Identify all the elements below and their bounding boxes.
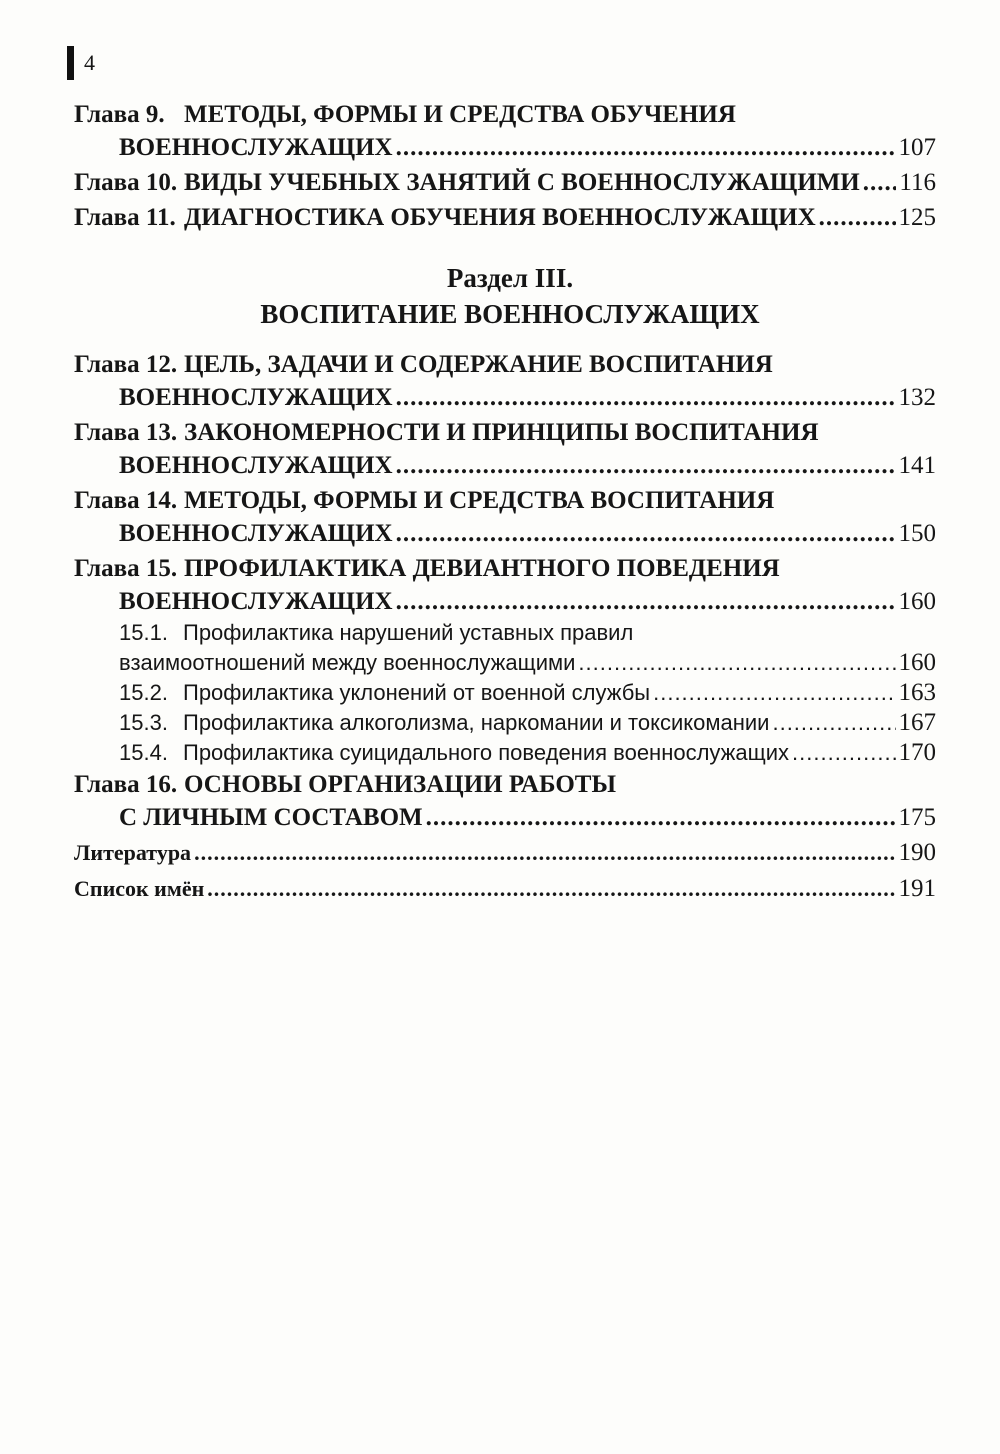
chapter-title-line1: МЕТОДЫ, ФОРМЫ И СРЕДСТВА ВОСПИТАНИЯ [184, 487, 775, 514]
page-ref: 160 [898, 649, 936, 676]
subsection-number: 15.2. [119, 680, 168, 705]
back-matter-title: Литература [74, 840, 192, 865]
dot-leader [207, 872, 895, 906]
subsection-title: Профилактика суицидального поведения военнослужащих [183, 740, 790, 765]
toc-entry-15-2[interactable] [74, 678, 936, 708]
dot-leader [653, 678, 895, 708]
subsection-number: 15.4. [119, 740, 168, 765]
page-ref: 150 [898, 520, 936, 547]
page-ref: 191 [898, 875, 936, 902]
chapter-label: Глава 12. [74, 351, 178, 378]
chapter-title-line1: ОСНОВЫ ОРГАНИЗАЦИИ РАБОТЫ [184, 771, 617, 798]
dot-leader [863, 166, 897, 199]
page-ref: 167 [898, 709, 936, 736]
section-title: ВОСПИТАНИЕ ВОЕННОСЛУЖАЩИХ [260, 299, 760, 329]
chapter-title-line1: МЕТОДЫ, ФОРМЫ И СРЕДСТВА ОБУЧЕНИЯ [184, 101, 736, 128]
chapter-label: Глава 11. [74, 204, 176, 231]
chapter-title-line2: ВОЕННОСЛУЖАЩИХ [119, 520, 393, 547]
dot-leader [396, 585, 896, 618]
toc-entry-chapter-10[interactable] [74, 166, 936, 199]
toc-entry-chapter-16[interactable] [74, 768, 936, 834]
toc-entry-chapter-9[interactable] [74, 98, 936, 164]
toc-entry-chapter-15[interactable] [74, 552, 936, 618]
dot-leader [819, 201, 896, 234]
page-number: 4 [84, 50, 95, 75]
chapter-title-line1: ПРОФИЛАКТИКА ДЕВИАНТНОГО ПОВЕДЕНИЯ [184, 555, 780, 582]
chapter-title-line2: ВОЕННОСЛУЖАЩИХ [119, 452, 393, 479]
chapter-label: Глава 15. [74, 555, 178, 582]
subsection-number: 15.1. [119, 620, 168, 645]
page-ref: 170 [898, 739, 936, 766]
toc-entry-chapter-13[interactable] [74, 416, 936, 482]
table-of-contents [74, 98, 936, 906]
subsection-title: Профилактика уклонений от военной службы [183, 680, 651, 705]
chapter-label: Глава 10. [74, 169, 178, 196]
chapter-title-line2: С ЛИЧНЫМ СОСТАВОМ [119, 804, 423, 831]
chapter-label: Глава 14. [74, 487, 178, 514]
chapter-title: ВИДЫ УЧЕБНЫХ ЗАНЯТИЙ С ВОЕННОСЛУЖАЩИМИ [184, 169, 860, 196]
toc-entry-15-4[interactable] [74, 738, 936, 768]
chapter-label: Глава 13. [74, 419, 178, 446]
toc-entry-index-of-names[interactable] [74, 872, 936, 906]
toc-entry-literature[interactable] [74, 836, 936, 870]
page-ref: 132 [898, 384, 936, 411]
chapter-title-line1: ЗАКОНОМЕРНОСТИ И ПРИНЦИПЫ ВОСПИТАНИЯ [184, 419, 819, 446]
page-ref: 163 [898, 679, 936, 706]
page-ref: 190 [898, 839, 936, 866]
chapter-title-line2: ВОЕННОСЛУЖАЩИХ [119, 134, 393, 161]
subsection-number: 15.3. [119, 710, 168, 735]
chapter-title-line2: ВОЕННОСЛУЖАЩИХ [119, 588, 393, 615]
toc-entry-chapter-12[interactable] [74, 348, 936, 414]
toc-entry-chapter-14[interactable] [74, 484, 936, 550]
subsection-title: Профилактика алкоголизма, наркомании и токсикомании [183, 710, 770, 735]
page-ref: 175 [898, 804, 936, 831]
section-number: Раздел III. [446, 263, 574, 293]
subsection-title-line1: Профилактика нарушений уставных правил [183, 620, 634, 645]
back-matter-title: Список имён [74, 876, 205, 901]
chapter-title-line2: ВОЕННОСЛУЖАЩИХ [119, 384, 393, 411]
dot-leader [396, 449, 896, 482]
dot-leader [792, 738, 895, 768]
toc-entry-15-3[interactable] [74, 708, 936, 738]
dot-leader [426, 801, 896, 834]
page-ref: 160 [898, 588, 936, 615]
dot-leader [396, 131, 896, 164]
chapter-label: Глава 9. [74, 101, 165, 128]
page-ref: 116 [899, 169, 936, 196]
dot-leader [396, 381, 896, 414]
dot-leader [194, 836, 895, 870]
toc-entry-15-1[interactable] [74, 618, 936, 678]
page-ref: 141 [898, 452, 936, 479]
page-ref: 125 [898, 204, 936, 231]
page-marker-bar [67, 46, 74, 80]
dot-leader [578, 648, 895, 678]
section-heading [74, 260, 936, 332]
dot-leader [772, 708, 895, 738]
chapter-label: Глава 16. [74, 771, 178, 798]
dot-leader [396, 517, 896, 550]
toc-entry-chapter-11[interactable] [74, 201, 936, 234]
chapter-title: ДИАГНОСТИКА ОБУЧЕНИЯ ВОЕННОСЛУЖАЩИХ [184, 204, 816, 231]
subsection-title-line2: взаимоотношений между военнослужащими [119, 650, 576, 675]
chapter-title-line1: ЦЕЛЬ, ЗАДАЧИ И СОДЕРЖАНИЕ ВОСПИТАНИЯ [184, 351, 773, 378]
page-ref: 107 [898, 134, 936, 161]
